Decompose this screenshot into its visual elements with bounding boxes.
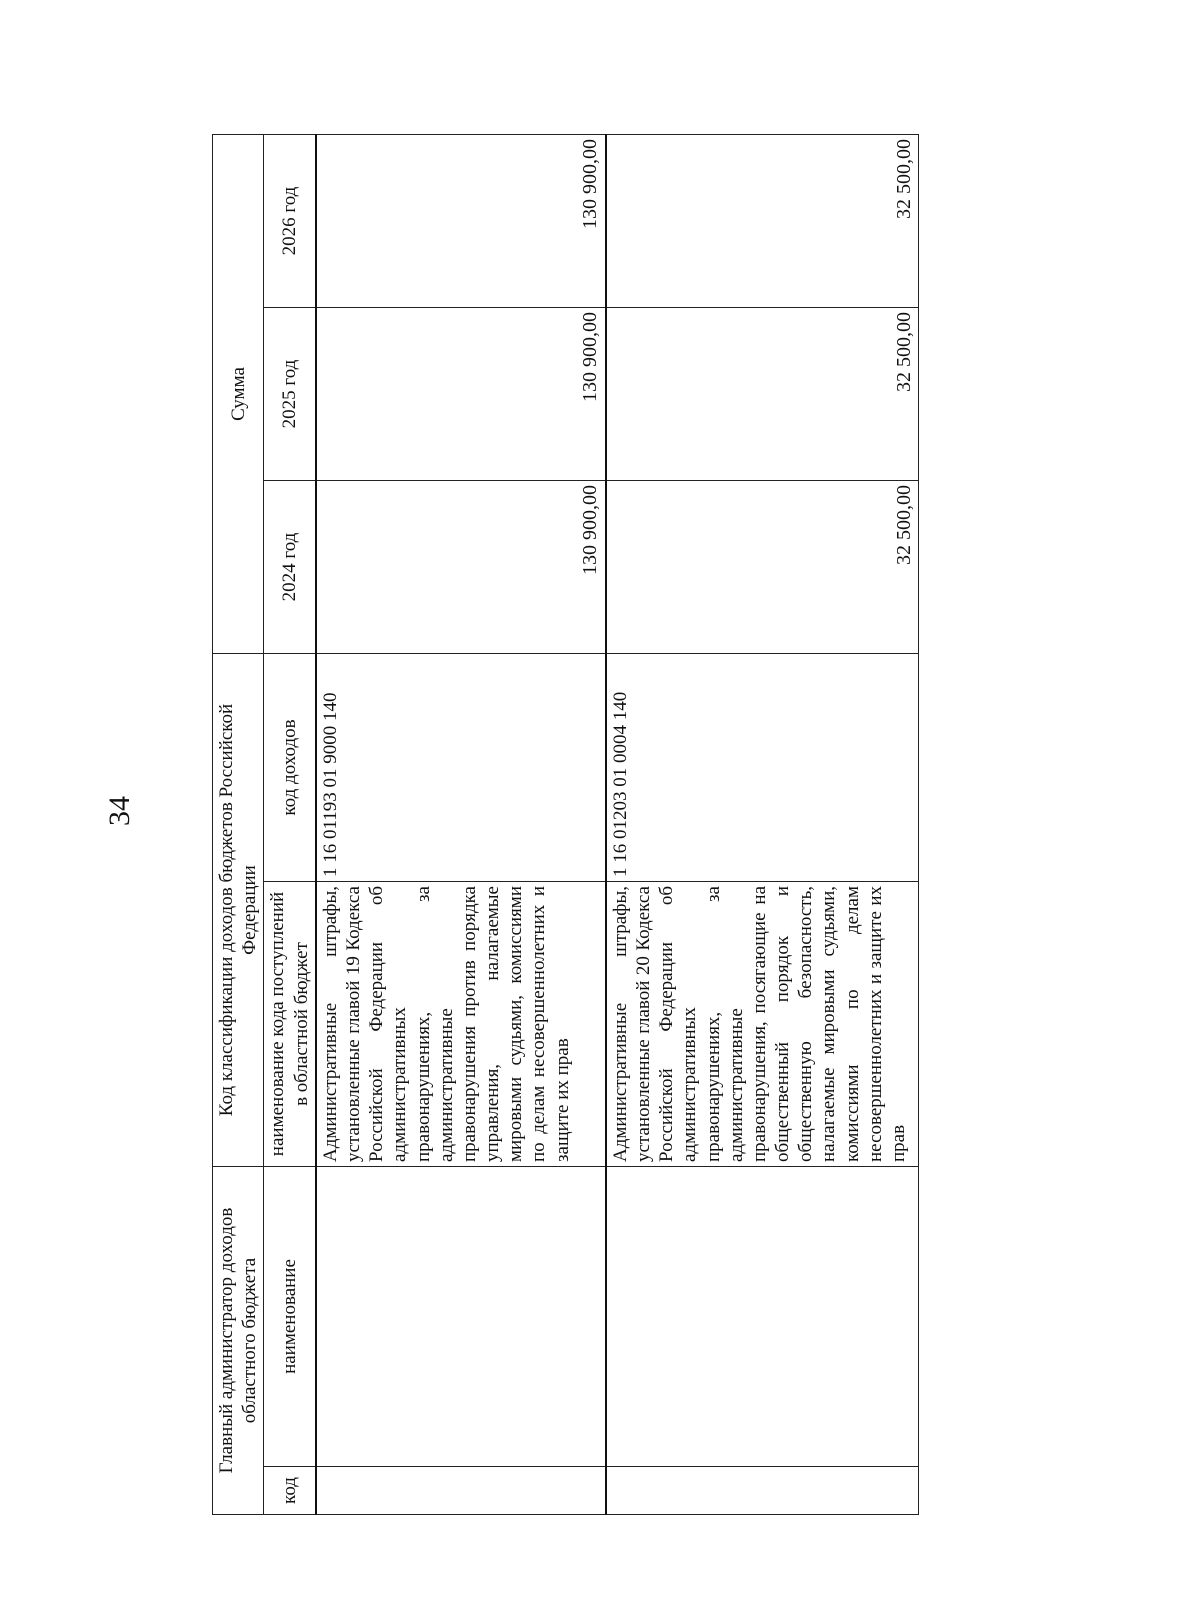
- admin-code-cell: [606, 1467, 919, 1515]
- table-row: [316, 135, 606, 1515]
- admin-code-header: код: [264, 1467, 316, 1515]
- classification-group-header: Код классификации доходов бюджетов Российской Федерации: [213, 654, 264, 1167]
- admin-name-header: наименование: [264, 1167, 316, 1467]
- amount-2025-cell: 32 500,00: [606, 308, 919, 481]
- revenue-code-header: код доходов: [264, 654, 316, 882]
- amount-2026-cell: 130 900,00: [316, 135, 606, 308]
- amount-2024-cell: 130 900,00: [316, 481, 606, 654]
- sum-group-header: Сумма: [213, 135, 264, 654]
- revenue-code-cell: 1 16 01203 01 0004 140: [606, 654, 919, 882]
- year-2024-header: 2024 год: [264, 481, 316, 654]
- revenue-code-cell: 1 16 01193 01 9000 140: [316, 654, 606, 882]
- admin-name-cell: [606, 1167, 919, 1467]
- revenue-name-cell: Административные штрафы, установленные главой 20 Кодекса Российской Федерации об административных правонарушениях, за административные правонарушения, посягающие на общественный порядок и общественную безопасность, налагаемые мировыми судьями, комиссиями по делам несовершеннолетних и защите их прав: [606, 882, 919, 1167]
- admin-name-cell: [316, 1167, 606, 1467]
- amount-2024-cell: 32 500,00: [606, 481, 919, 654]
- page-number: 34: [103, 796, 136, 826]
- header-row-2: [264, 135, 316, 1515]
- header-row-1: [213, 135, 264, 1515]
- admin-code-cell: [316, 1467, 606, 1515]
- revenue-table: [212, 134, 919, 1515]
- amount-2026-cell: 32 500,00: [606, 135, 919, 308]
- revenue-name-header: наименование кода поступлений в областной бюджет: [264, 882, 316, 1167]
- admin-group-header: Главный администратор доходов областного бюджета: [213, 1167, 264, 1515]
- rotated-table-sheet: [212, 135, 915, 1515]
- table-row: [606, 135, 919, 1515]
- year-2025-header: 2025 год: [264, 308, 316, 481]
- revenue-name-cell: Административные штрафы, установленные главой 19 Кодекса Российской Федерации об административных правонарушениях, за административные правонарушения против порядка управления, налагаемые мировыми судьями, комиссиями по делам несовершеннолетних и защите их прав: [316, 882, 606, 1167]
- amount-2025-cell: 130 900,00: [316, 308, 606, 481]
- year-2026-header: 2026 год: [264, 135, 316, 308]
